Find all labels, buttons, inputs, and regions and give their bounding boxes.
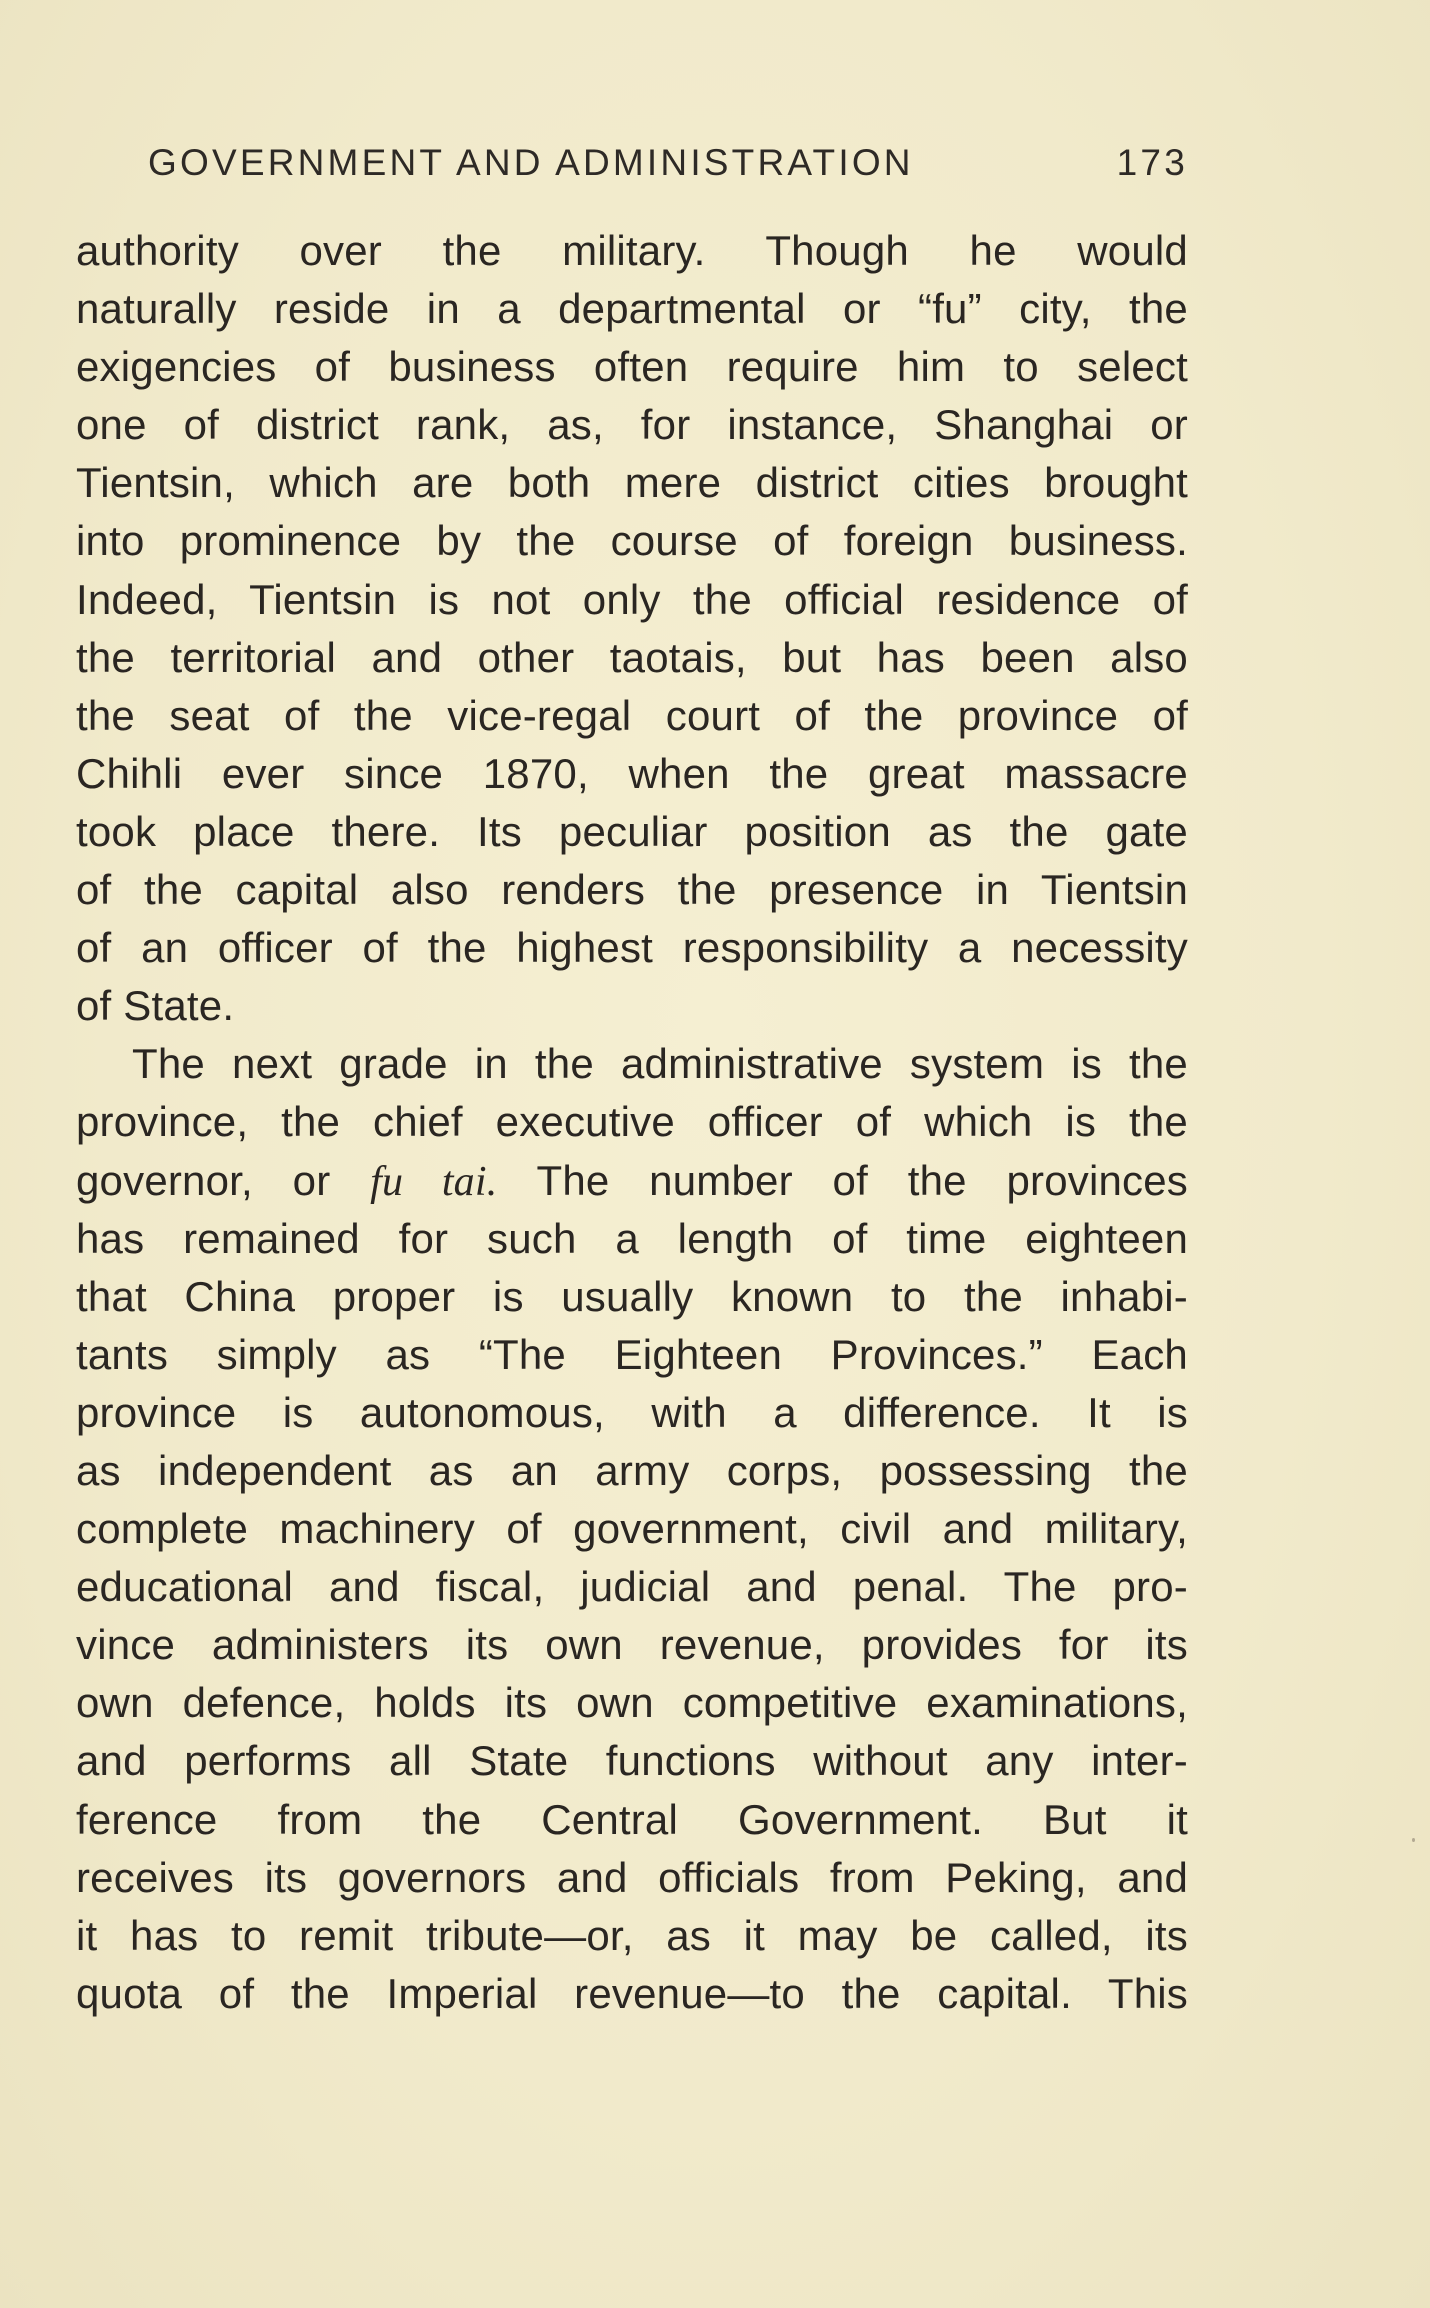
- text-line: province is autonomous, with a difference. It is: [76, 1388, 1188, 1436]
- text-line: exigencies of business often require him to select: [76, 343, 1188, 391]
- text-line: as independent as an army corps, possessing the: [76, 1446, 1188, 1494]
- text-line: Indeed, Tientsin is not only the official residence of: [76, 575, 1188, 623]
- italic-term: fu tai.: [370, 1158, 498, 1205]
- text-line: educational and fiscal, judicial and penal. The pro-: [76, 1563, 1188, 1611]
- text-line: Tientsin, which are both mere district cities brought: [76, 459, 1188, 507]
- paragraph-start-line: The next grade in the administrative system is the: [132, 1040, 1188, 1088]
- running-head: [148, 142, 1188, 202]
- text-line: naturally reside in a departmental or “fu” city, the: [76, 285, 1188, 333]
- text-line: authority over the military. Though he would: [76, 227, 1188, 274]
- text-line: tants simply as “The Eighteen Provinces.” Each: [76, 1330, 1188, 1378]
- running-title: GOVERNMENT AND ADMINISTRATION: [148, 142, 914, 183]
- text-line: Chihli ever since 1870, when the great massacre: [76, 749, 1188, 797]
- text-segment: The number of the provinces: [536, 1156, 1188, 1204]
- text-line: receives its governors and officials from Peking, and: [76, 1853, 1188, 1901]
- text-line-with-italic: [76, 1152, 1188, 1210]
- paragraph-end-line: of State.: [76, 982, 235, 1030]
- text-line: has remained for such a length of time eighteen: [76, 1214, 1188, 1262]
- page-number: 173: [1116, 142, 1188, 183]
- text-line: of an officer of the highest responsibility a necessity: [76, 924, 1188, 972]
- body-text: [76, 222, 1188, 2023]
- text-line: ference from the Central Government. But it: [76, 1795, 1188, 1843]
- text-line: that China proper is usually known to the inhabi-: [76, 1272, 1188, 1320]
- text-line: it has to remit tribute—or, as it may be called, its: [76, 1911, 1188, 1959]
- text-line: the seat of the vice-regal court of the province of: [76, 691, 1188, 739]
- text-line: and performs all State functions without any inter-: [76, 1737, 1188, 1785]
- text-line: quota of the Imperial revenue—to the capital. This: [76, 1969, 1188, 2017]
- text-line: into prominence by the course of foreign business.: [76, 517, 1188, 565]
- text-line: vince administers its own revenue, provides for its: [76, 1621, 1188, 1669]
- text-line: one of district rank, as, for instance, Shanghai or: [76, 401, 1188, 449]
- text-line: own defence, holds its own competitive examinations,: [76, 1679, 1188, 1727]
- text-line: complete machinery of government, civil and military,: [76, 1505, 1188, 1553]
- text-line: the territorial and other taotais, but has been also: [76, 633, 1188, 681]
- text-line: took place there. Its peculiar position as the gate: [76, 807, 1188, 855]
- paper-speck: [1412, 1838, 1415, 1842]
- text-line: province, the chief executive officer of which is the: [76, 1098, 1188, 1146]
- text-line: of the capital also renders the presence in Tientsin: [76, 866, 1188, 914]
- text-segment: governor, or: [76, 1156, 331, 1204]
